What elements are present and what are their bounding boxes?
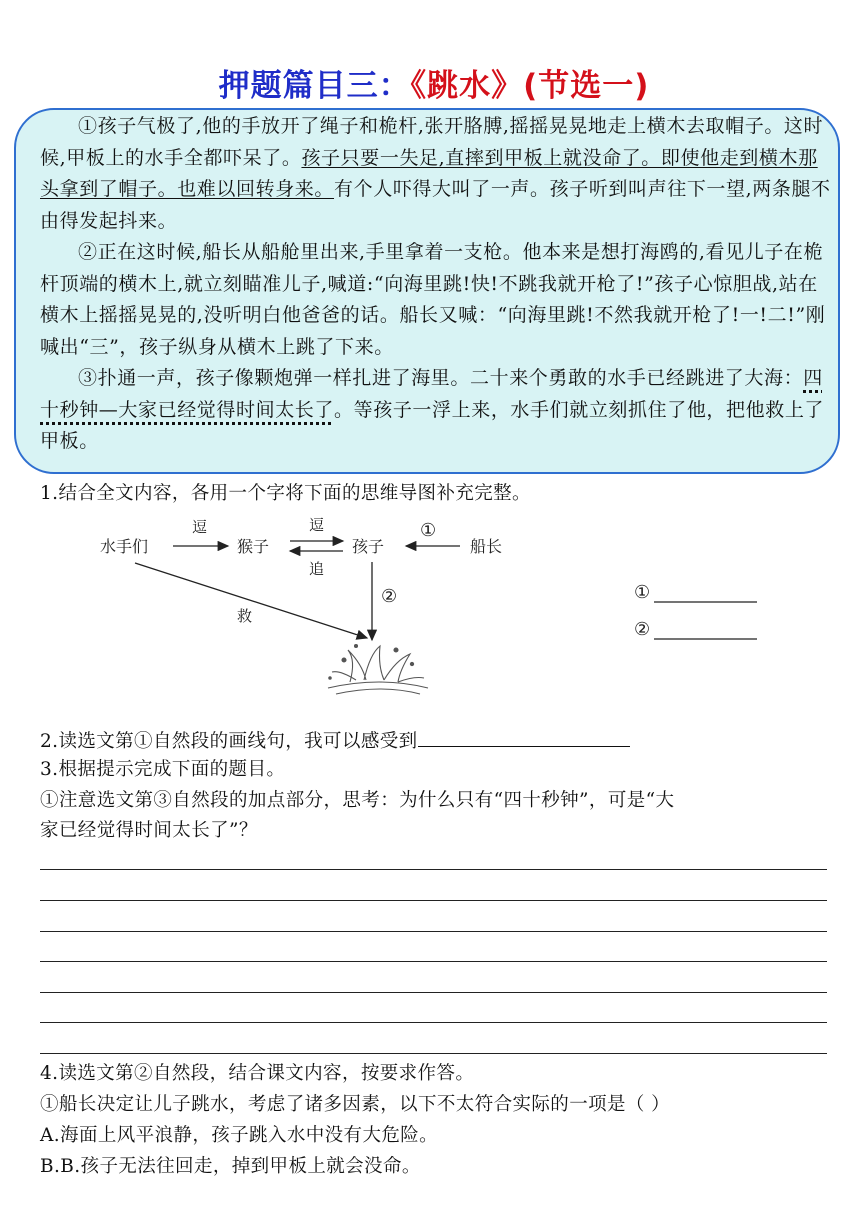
label-tease-1: 逗 [192, 518, 208, 536]
answer-line[interactable] [40, 1022, 827, 1023]
question-4: 4.读选文第②自然段，结合课文内容，按要求作答。 [40, 1063, 475, 1084]
title-prefix: 押题篇目三： [218, 68, 411, 104]
paragraph-1: ①孩子气极了,他的手放开了绳子和桅杆,张开胳膊,摇摇晃晃地走上横木去取帽子。这时候,甲板上的水手全都吓呆了。孩子只要一失足,直摔到甲板上就没命了。即使他走到横木那头拿到了帽子。也难以回转身来。有个人吓得大叫了一声。孩子听到叫声往下一望,两条腿不由得发起抖来。 [40, 115, 831, 232]
option-b[interactable]: B.B.孩子无法往回走，掉到甲板上就会没命。 [40, 1156, 421, 1177]
answer-line[interactable] [40, 931, 827, 932]
question-3-1-line2: 家已经觉得时间太长了”？ [40, 820, 258, 841]
node-captain: 船长 [470, 537, 503, 556]
blank-2-label: ② [634, 619, 651, 640]
underlined-sentence: 孩子只要一失足,直摔到甲板上就没命了。即使他走到横木那头拿到了帽子。也难以回转身来。 [40, 146, 818, 200]
answer-line[interactable] [40, 1053, 827, 1054]
blank-1-label: ① [634, 582, 651, 603]
title-work: 《跳水》(节选一) [410, 68, 650, 104]
dotted-phrase: 四十秒钟—大家已经觉得时间太长了 [40, 367, 823, 421]
paragraph-3: ③扑通一声，孩子像颗炮弹一样扎进了海里。二十来个勇敢的水手已经跳进了大海：四十秒钟—大家已经觉得时间太长了。等孩子一浮上来，水手们就立刻抓住了他，把他救上了甲板。 [40, 367, 825, 452]
label-tease-2: 逗 [309, 516, 325, 534]
answer-blank-q2[interactable] [418, 724, 630, 747]
question-3-1-line1: ①注意选文第③自然段的加点部分，思考：为什么只有“四十秒钟”，可是“大 [40, 790, 675, 811]
question-2: 2.读选文第①自然段的画线句，我可以感受到 [40, 724, 630, 757]
node-child: 孩子 [352, 537, 385, 556]
paragraph-2: ②正在这时候,船长从船舱里出来,手里拿着一支枪。他本来是想打海鸥的,看见儿子在桅杆顶端的横木上,就立刻瞄准儿子,喊道:“向海里跳!快!不跳我就开枪了!”孩子心惊胆战,站在横木上摇摇晃晃的,没听明白他爸爸的话。船长又喊：“向海里跳!不然我就开枪了!一!二!”刚喊出“三”，孩子纵身从横木上跳了下来。 [40, 241, 826, 358]
label-circle-1: ① [420, 520, 437, 541]
answer-line[interactable] [40, 869, 827, 870]
node-sailors: 水手们 [100, 537, 149, 556]
arrow-sailors-water [135, 563, 367, 638]
answer-line[interactable] [40, 900, 827, 901]
label-chase: 追 [309, 560, 325, 578]
water-splash-icon [328, 645, 428, 695]
answer-line[interactable] [40, 961, 827, 962]
question-1: 1.结合全文内容，各用一个字将下面的思维导图补充完整。 [40, 483, 531, 504]
label-save: 救 [237, 607, 253, 625]
option-a[interactable]: A.海面上风平浪静，孩子跳入水中没有大危险。 [40, 1125, 439, 1146]
question-3: 3.根据提示完成下面的题目。 [40, 759, 286, 780]
node-monkey: 猴子 [237, 537, 270, 556]
label-circle-2: ② [381, 586, 398, 607]
question-4-1: ①船长决定让儿子跳水，考虑了诸多因素，以下不太符合实际的一项是（ ） [40, 1094, 670, 1115]
answer-line[interactable] [40, 992, 827, 993]
